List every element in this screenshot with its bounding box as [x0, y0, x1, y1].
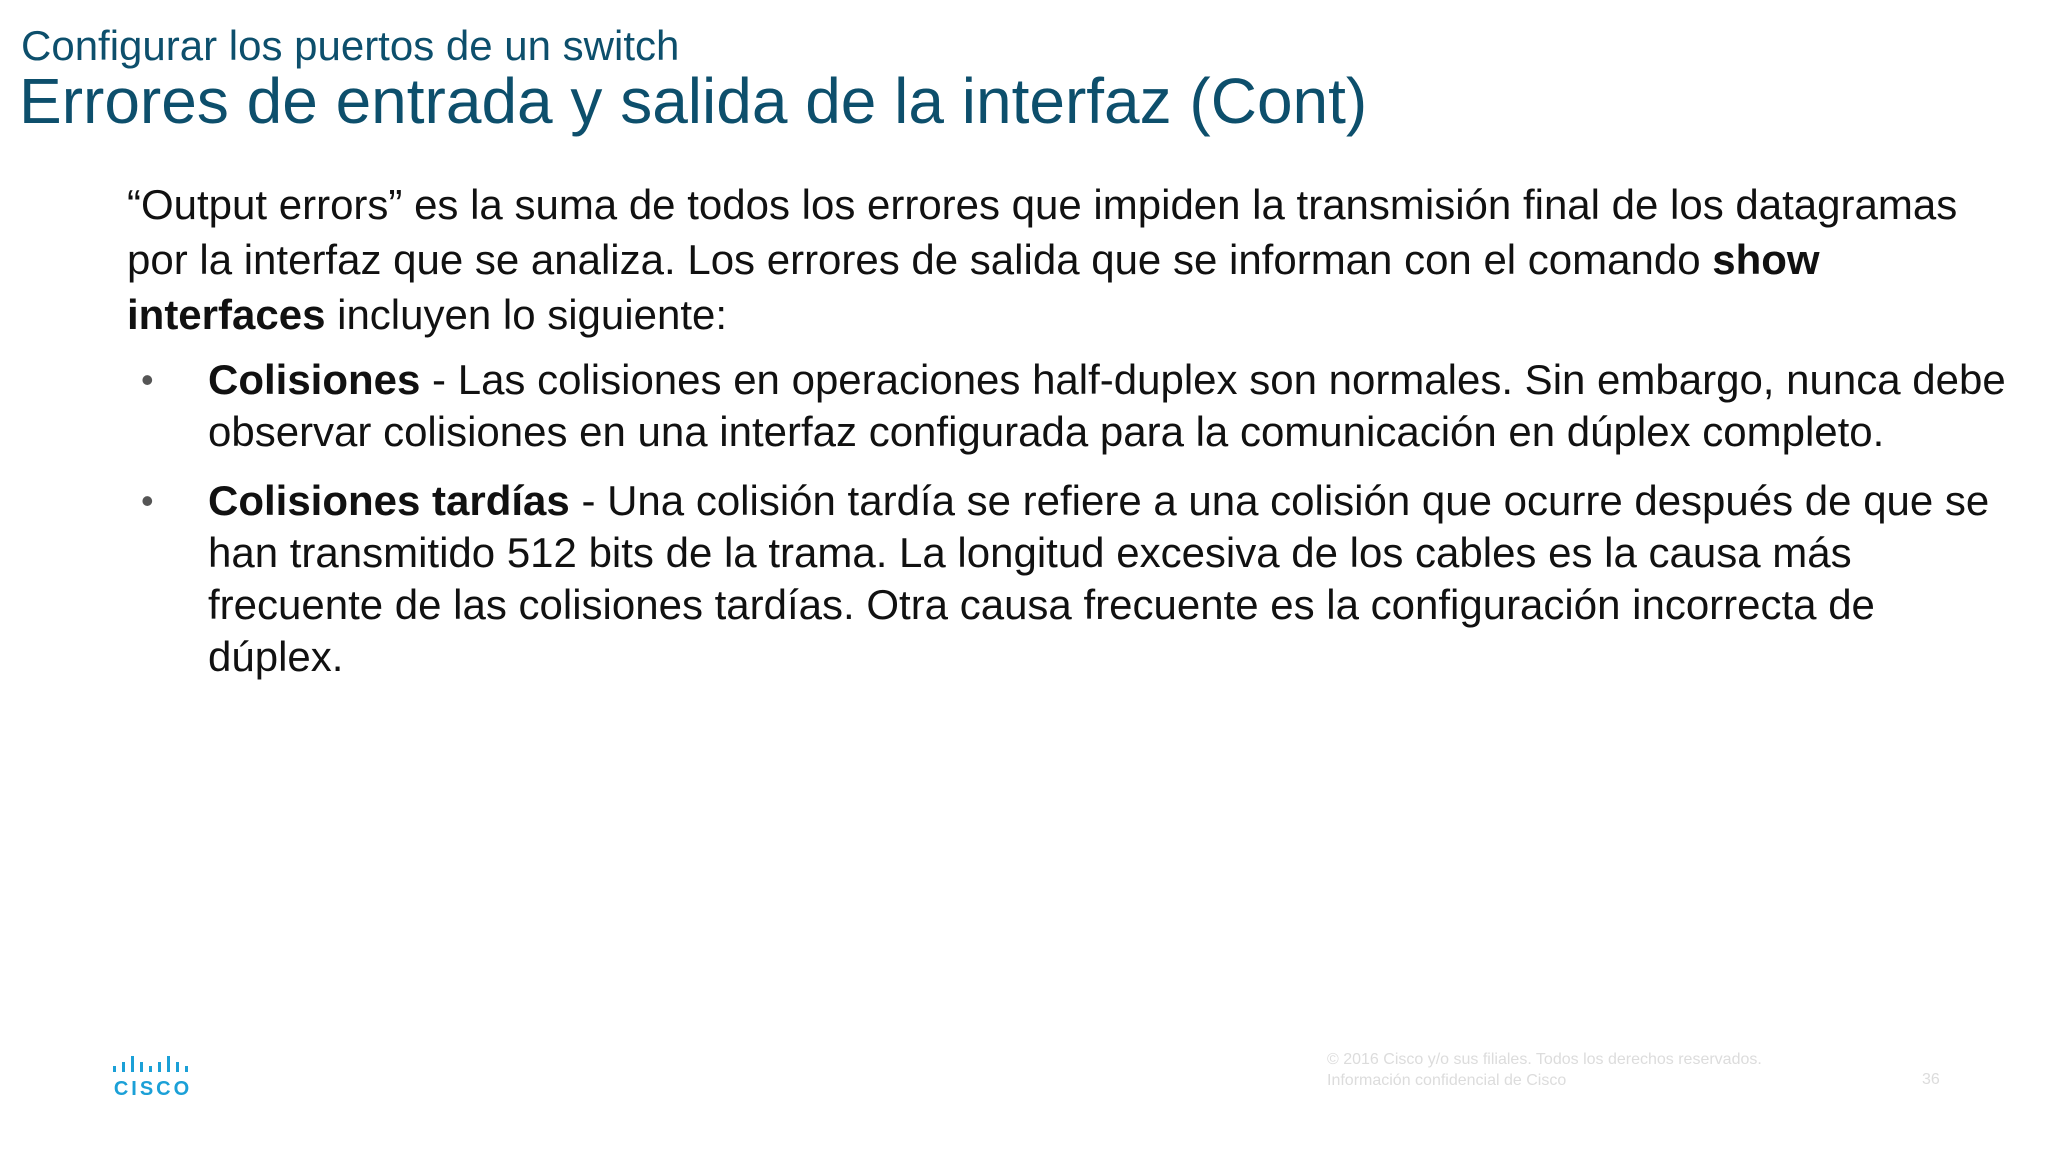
slide-subtitle: Configurar los puertos de un switch — [21, 22, 680, 69]
bullet-item-colisiones-tardias — [127, 475, 2007, 683]
intro-text-after: incluyen lo siguiente: — [325, 291, 728, 338]
bullet-dot-icon: • — [141, 480, 154, 521]
intro-command: show interfaces — [127, 236, 1820, 338]
page-number: 36 — [1922, 1071, 1940, 1088]
slide-body — [127, 177, 2007, 700]
footer-confidential: Información confidencial de Cisco — [1327, 1072, 1567, 1089]
footer-copyright: © 2016 Cisco y/o sus filiales. Todos los derechos reservados. — [1327, 1051, 1762, 1068]
footer-legal — [1327, 1049, 1762, 1091]
bullet-dot-icon: • — [141, 359, 154, 400]
bullet-list — [127, 354, 2007, 683]
slide-title: Errores de entrada y salida de la interfaz (Cont) — [19, 65, 1368, 137]
bullet-term: Colisiones — [208, 356, 421, 403]
bullet-text: - Una colisión tardía se refiere a una colisión que ocurre después de que se han transmitido 512 bits de la trama. La longitud excesiva de los cables es la causa más frecuente de las colisiones tardías. Otra causa frecuente es la configuración incorrecta de dúplex. — [208, 477, 1990, 680]
cisco-logo-text: CISCO — [113, 1078, 193, 1100]
cisco-bars-icon — [112, 1054, 194, 1076]
intro-paragraph — [127, 177, 2007, 342]
cisco-logo-icon — [112, 1054, 194, 1100]
bullet-text: - Las colisiones en operaciones half-duplex son normales. Sin embargo, nunca debe observar colisiones en una interfaz configurada para la comunicación en dúplex completo. — [208, 356, 2006, 455]
bullet-term: Colisiones tardías — [208, 477, 570, 524]
intro-text-before: “Output errors” es la suma de todos los errores que impiden la transmisión final de los datagramas por la interfaz que se analiza. Los errores de salida que se informan con el comando — [127, 181, 1958, 283]
bullet-item-colisiones — [127, 354, 2007, 458]
